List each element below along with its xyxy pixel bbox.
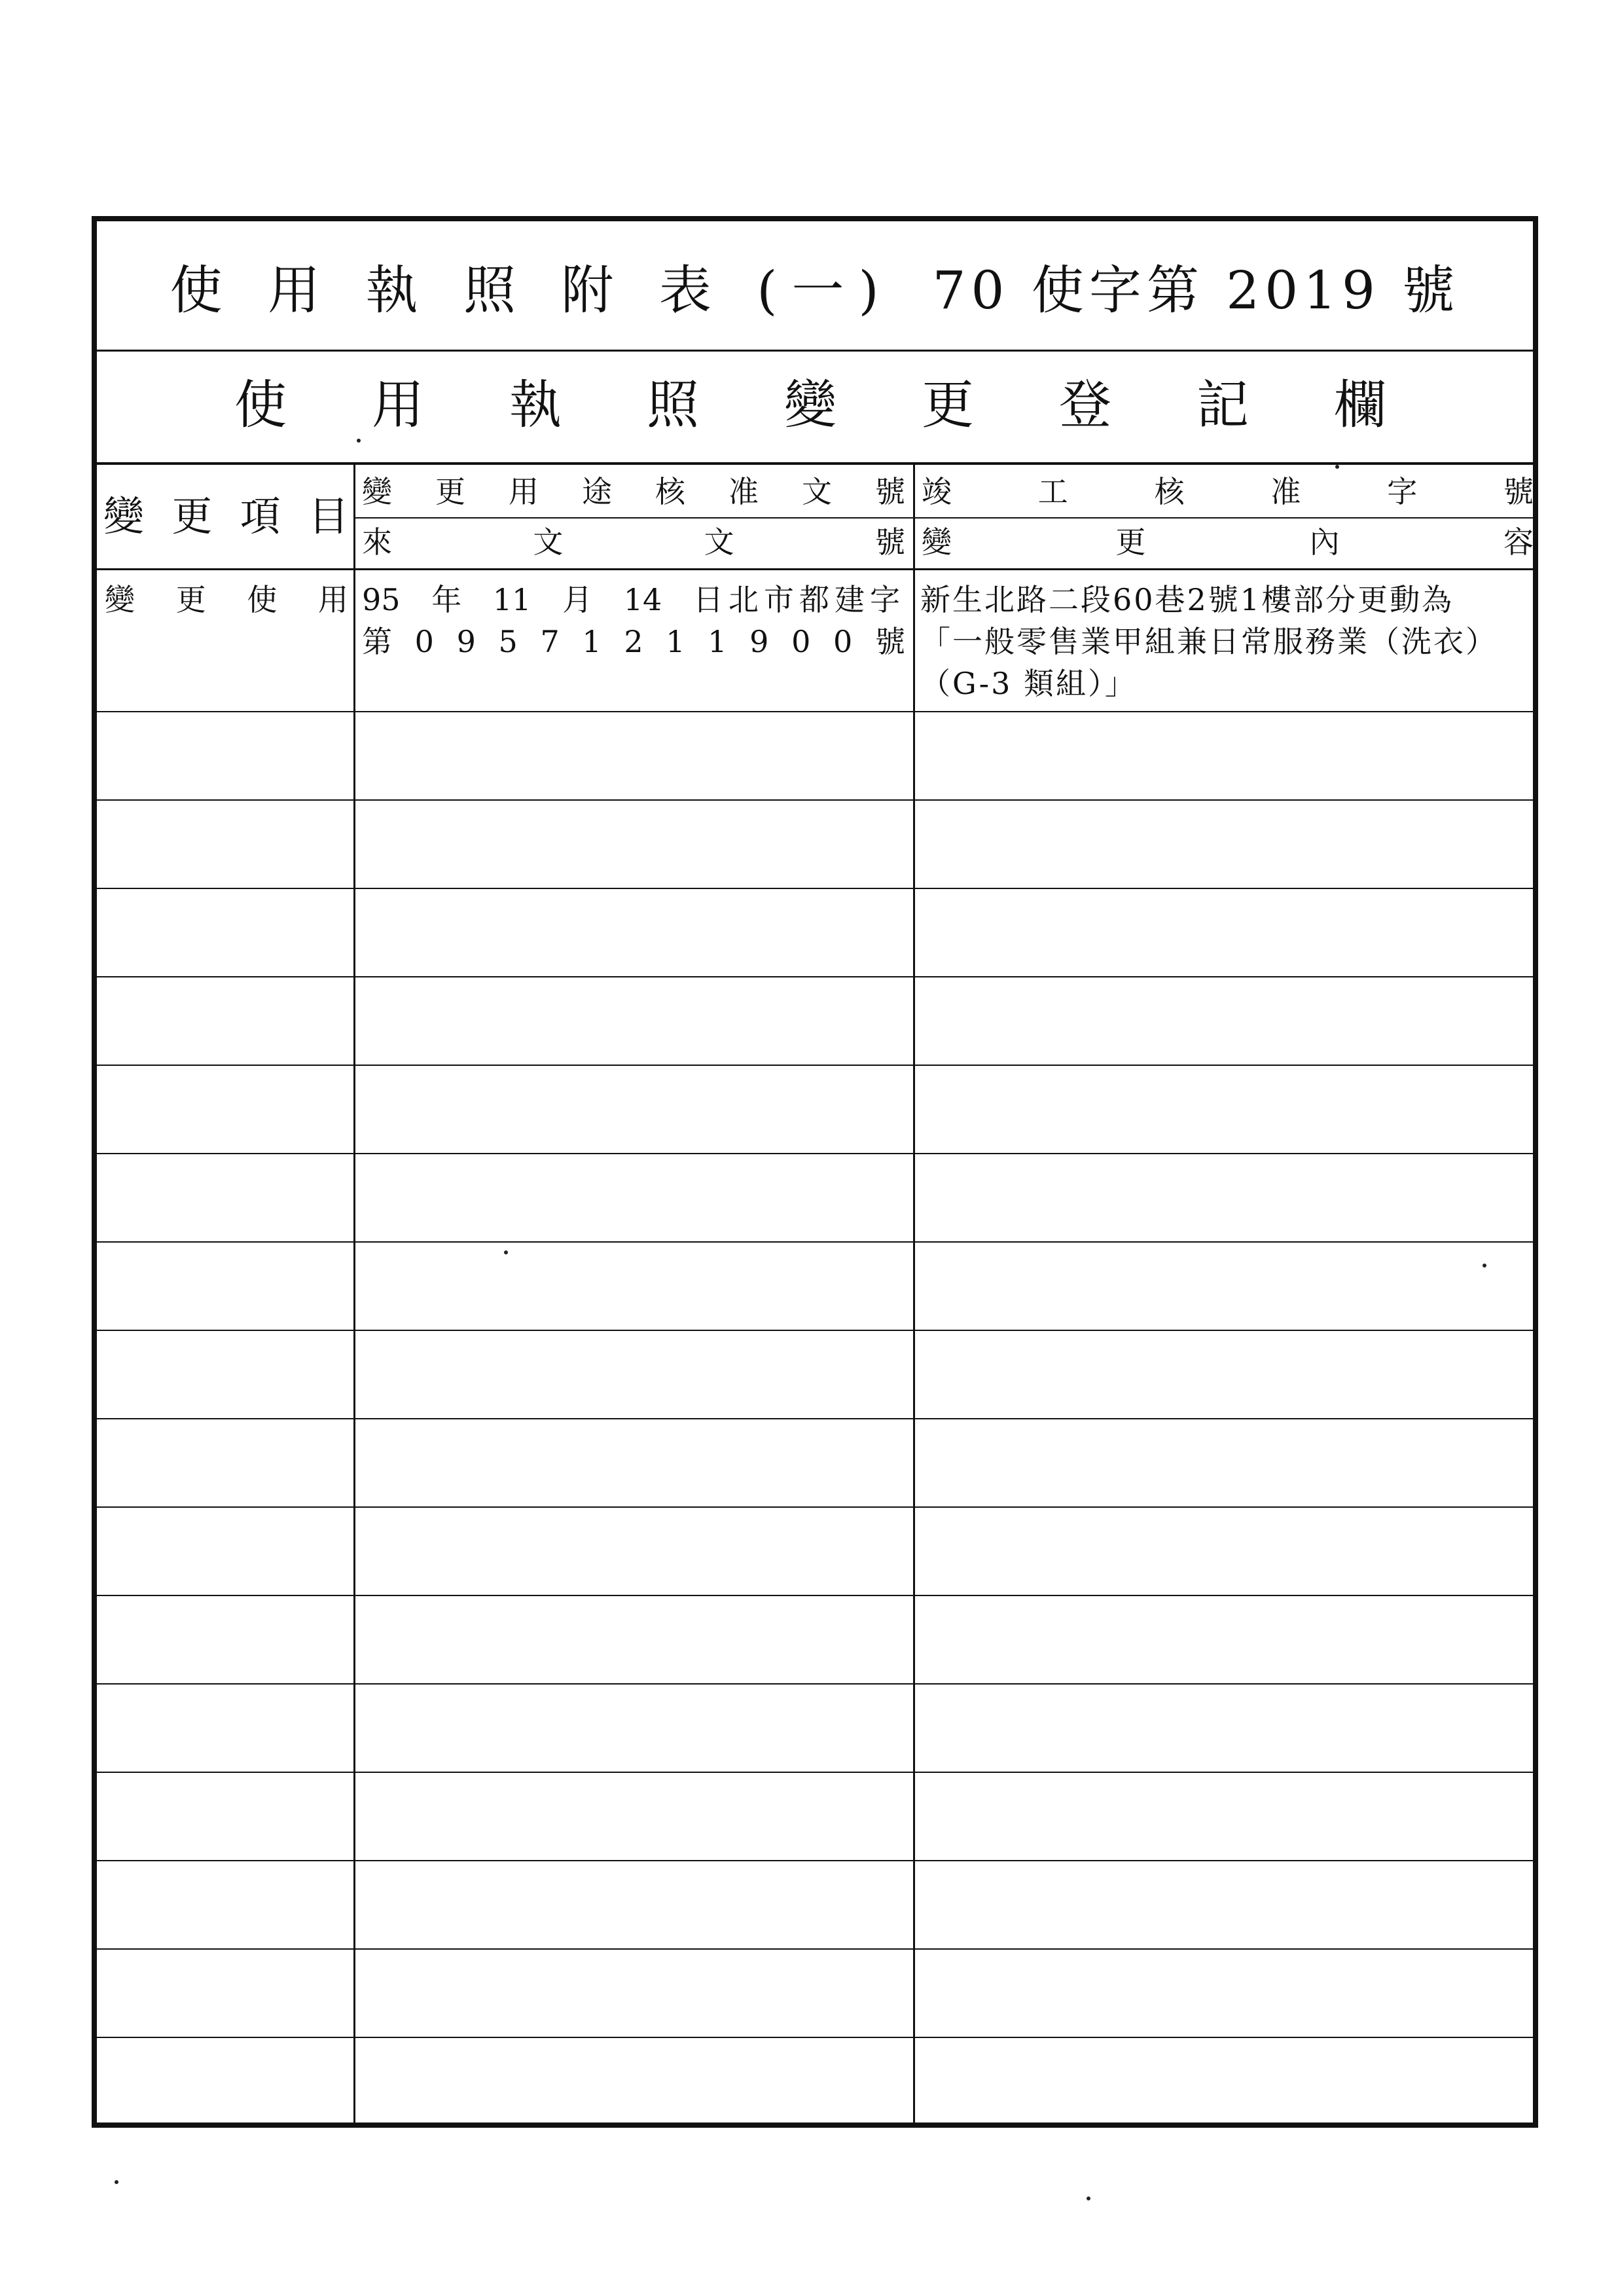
header-completion-approval-no (922, 472, 1534, 511)
header-char: 號 (1503, 474, 1534, 509)
cell-text: 0 (833, 624, 853, 659)
section-title-char: 使 (234, 374, 287, 435)
header-char: 內 (1309, 524, 1340, 560)
table-row-doc-line2 (362, 622, 905, 661)
header-char: 准 (728, 474, 759, 509)
cell-text: 日北市都建字 (693, 582, 905, 617)
cell-char: 變 (105, 582, 135, 617)
header-char: 目 (308, 492, 349, 540)
table-row-doc-line1 (362, 580, 905, 619)
cell-char: 更 (175, 582, 206, 617)
cell-text: 7 (540, 624, 560, 659)
cell-text: 9 (456, 624, 476, 659)
cell-text: 0 (791, 624, 811, 659)
header-char: 變 (922, 524, 952, 560)
row-rule (97, 1153, 1533, 1154)
row-rule (97, 1330, 1533, 1331)
cell-text: 月 (562, 582, 593, 617)
permit-form-table (92, 216, 1538, 2128)
cell-text: 11 (492, 582, 531, 617)
cell-char: 用 (317, 582, 348, 617)
cell-text: 1 (582, 624, 602, 659)
header-char: 更 (1115, 524, 1146, 560)
header-char: 核 (1154, 474, 1185, 509)
row-rule (97, 799, 1533, 801)
row-rule (97, 711, 1533, 712)
row-rule (97, 1065, 1533, 1066)
header-char: 工 (1037, 474, 1068, 509)
section-title (97, 350, 1533, 465)
table-row-content-line2: 「一般零售業甲組兼日常服務業（洗衣） (920, 624, 1498, 659)
row-rule (97, 1860, 1533, 1861)
header-char: 用 (509, 474, 539, 509)
form-title (97, 221, 1533, 352)
header-incoming-doc-no (362, 522, 905, 562)
row-rule (97, 1772, 1533, 1773)
header-change-content (922, 522, 1534, 562)
cell-text: 9 (749, 624, 769, 659)
header-char: 變 (103, 492, 145, 540)
row-rule (97, 1683, 1533, 1685)
cell-text: 5 (498, 624, 518, 659)
form-title-left: 使 用 執 照 附 表 (一) (170, 259, 893, 321)
cell-text: 第 (362, 624, 392, 659)
cell-text: 1 (708, 624, 727, 659)
cell-text: 號 (874, 624, 905, 659)
cell-text: 0 (414, 624, 434, 659)
header-bottom-rule (97, 568, 1533, 570)
header-char: 文 (802, 474, 832, 509)
row-rule (97, 976, 1533, 977)
row-rule (97, 888, 1533, 889)
scan-speck (1335, 465, 1339, 469)
form-title-right: 70 使字第 2019 號 (932, 259, 1460, 321)
header-usage-approval-no (362, 472, 905, 511)
row-rule (97, 1948, 1533, 1950)
header-char: 號 (875, 474, 905, 509)
table-row-content-line1: 新生北路二段60巷2號1樓部分更動為 (920, 582, 1454, 617)
header-char: 途 (582, 474, 612, 509)
table-row-content-line3: （G-3 類組）」 (920, 666, 1138, 701)
header-divider (353, 517, 1533, 519)
scan-speck (504, 1250, 508, 1254)
scan-speck (115, 2180, 118, 2184)
row-rule (97, 1595, 1533, 1596)
table-row-item (105, 580, 348, 619)
section-title-char: 變 (784, 374, 836, 435)
row-rule (97, 1418, 1533, 1419)
header-char: 更 (435, 474, 465, 509)
scan-speck (1087, 2196, 1090, 2200)
section-title-char: 更 (922, 374, 974, 435)
section-title-char: 記 (1196, 374, 1249, 435)
section-title-char: 照 (647, 374, 699, 435)
cell-char: 使 (247, 582, 278, 617)
header-char: 文 (704, 524, 734, 560)
header-char: 更 (171, 492, 213, 540)
cell-text: 2 (624, 624, 643, 659)
header-char: 變 (362, 474, 392, 509)
cell-text: 14 (623, 582, 662, 617)
section-title-char: 欄 (1334, 374, 1386, 435)
row-rule (97, 1506, 1533, 1508)
header-change-item (103, 473, 349, 552)
header-char: 容 (1503, 524, 1534, 560)
scan-speck (357, 439, 361, 443)
section-title-char: 登 (1059, 374, 1111, 435)
header-char: 竣 (922, 474, 952, 509)
cell-text: 95 (362, 582, 401, 617)
header-char: 號 (874, 524, 905, 560)
header-char: 准 (1270, 474, 1301, 509)
scan-speck (1483, 1264, 1486, 1267)
row-rule (97, 2037, 1533, 2038)
header-char: 字 (1387, 474, 1418, 509)
cell-text: 1 (666, 624, 685, 659)
header-char: 文 (533, 524, 564, 560)
header-char: 項 (240, 492, 281, 540)
header-char: 來 (362, 524, 392, 560)
cell-text: 年 (431, 582, 462, 617)
section-title-char: 執 (509, 374, 562, 435)
header-char: 核 (655, 474, 685, 509)
row-rule (97, 1241, 1533, 1243)
section-title-char: 用 (372, 374, 424, 435)
